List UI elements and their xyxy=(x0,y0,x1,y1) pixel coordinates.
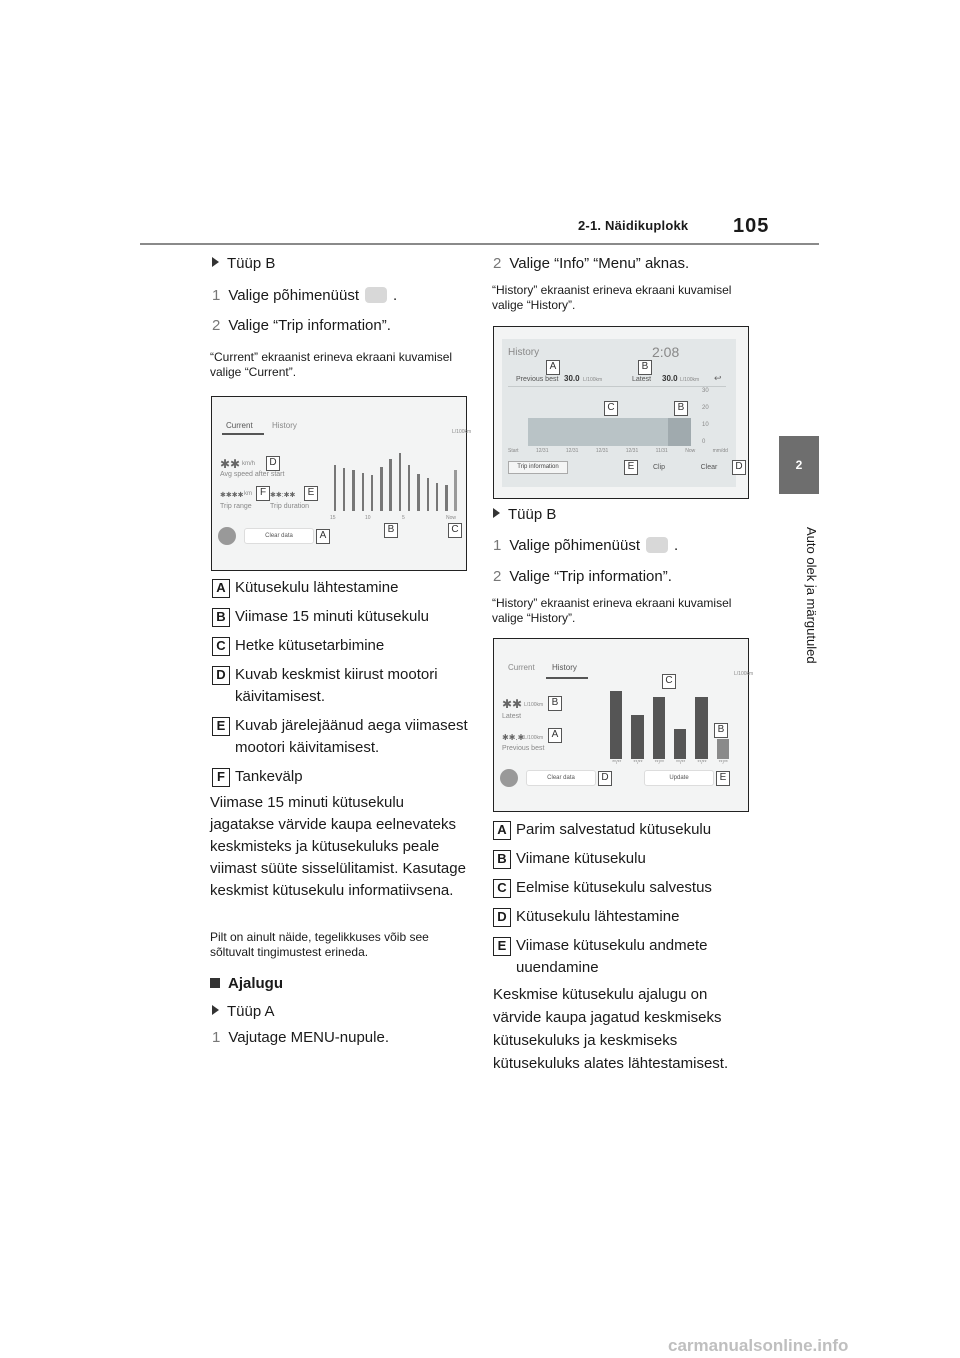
legend-item-e: E Viimase kütusekulu andmete uuendamine xyxy=(493,935,758,979)
fuel-bar xyxy=(362,473,365,511)
previous-best-caption: Previous best xyxy=(502,745,545,752)
callout-b-bar: B xyxy=(674,401,688,416)
date-tick: **/** xyxy=(697,760,707,766)
previous-best-unit: L/100km xyxy=(524,735,544,741)
history-title: History xyxy=(508,347,540,358)
fuel-bar xyxy=(334,465,337,511)
avg-speed-caption: Avg speed after start xyxy=(220,471,285,478)
microphone-icon[interactable] xyxy=(218,527,236,545)
callout-e: E xyxy=(716,771,730,786)
fuel-bar xyxy=(436,483,439,511)
tab-current: Current xyxy=(226,421,253,430)
previous-best-value: ✱✱.✱ xyxy=(502,733,525,742)
date-tick: **/** xyxy=(676,760,686,766)
history-explanation-paragraph: Keskmise kütusekulu ajalugu on värvide kaupa jagatud keskmiseks kütusekuluks ja keskmiseks kütusekuluks alates lähtestamisest. xyxy=(493,986,729,1072)
x-tick: Start xyxy=(508,448,519,454)
callout-d: D xyxy=(266,456,280,471)
tab-current: Current xyxy=(508,663,535,672)
fuel-bar xyxy=(380,467,383,511)
callout-b: B xyxy=(548,696,562,711)
date-tick: **/** xyxy=(654,760,664,766)
note-current: “Current” ekraanist erineva ekraani kuvamisel valige “Current”. xyxy=(210,350,453,379)
x-tick: mm/dd xyxy=(712,448,728,454)
fuel-bar xyxy=(408,465,411,511)
date-ticks xyxy=(606,760,734,768)
unit-label: L/100km xyxy=(452,429,472,435)
trip-duration-caption: Trip duration xyxy=(270,503,310,510)
fuel-bar xyxy=(399,453,402,511)
tab-history: History xyxy=(552,663,577,672)
chapter-tab: 2 xyxy=(779,436,819,494)
legend-item-d: D Kütusekulu lähtestamine xyxy=(493,906,758,928)
clip-button[interactable]: Clip xyxy=(652,464,666,471)
trip-info-current-screen xyxy=(211,396,472,571)
triangle-bullet-icon xyxy=(493,508,500,518)
y-tick-10: 10 xyxy=(702,422,709,428)
fuel-bar xyxy=(389,459,392,511)
section-title: 2-1. Näidikuplokk xyxy=(578,218,689,233)
legend-item-b: B Viimane kütusekulu xyxy=(493,848,758,870)
update-button[interactable]: Update xyxy=(644,770,714,786)
latest-label: Latest xyxy=(632,376,652,383)
callout-b-bar: B xyxy=(714,723,728,738)
microphone-icon[interactable] xyxy=(500,769,518,787)
trip-range-caption: Trip range xyxy=(220,503,252,510)
tick-10: 10 xyxy=(365,515,371,521)
date-tick: **/** xyxy=(612,760,622,766)
fuel-bar xyxy=(417,474,420,511)
right-step-1: 1 Valige põhimenüüst . xyxy=(493,537,679,554)
step-a1: 1 Vajutage MENU-nupule. xyxy=(212,1029,389,1046)
avg-speed-unit: km/h xyxy=(242,461,256,467)
x-tick: 12/31 xyxy=(595,448,609,454)
chapter-label: Auto olek ja märgutuled xyxy=(804,526,819,664)
callout-a: A xyxy=(548,728,562,743)
triangle-bullet-icon xyxy=(212,257,219,267)
history-screen-type-b xyxy=(493,638,754,812)
note-example: Pilt on ainult näide, tegelikkuses võib see sõltuvalt tingimustest erineda. xyxy=(210,930,429,959)
x-tick: Now xyxy=(685,448,696,454)
callout-a: A xyxy=(316,529,330,544)
type-b-heading: Tüüp B xyxy=(212,253,275,275)
legend-item-d: D Kuvab keskmist kiirust mootori käivitamisest. xyxy=(212,664,472,708)
legend-item-e: E Kuvab järelejäänud aega viimasest mootori käivitamisest. xyxy=(212,715,472,759)
history-bars-chart xyxy=(606,679,734,759)
latest-unit: L/100km xyxy=(524,702,544,708)
clock: 2:08 xyxy=(652,344,680,360)
tick-now: Now xyxy=(446,515,457,521)
trip-range-value: ✱✱✱✱ xyxy=(220,492,244,499)
callout-f: F xyxy=(256,486,270,501)
history-screen-type-a xyxy=(493,326,749,499)
callout-c: C xyxy=(604,401,618,416)
callout-e: E xyxy=(624,460,638,475)
fuel-explanation-paragraph: Viimase 15 minuti kütusekulu jagatakse värvide kaupa eelnevateks keskmisteks ja kütusekuluks peale viimast süüte sisselülitamist. Kasutage keskmist kütusekulu informatiivsena. xyxy=(210,794,466,899)
legend-item-c: C Hetke kütusetarbimine xyxy=(212,635,472,657)
date-tick: **/** xyxy=(633,760,643,766)
x-tick: 12/31 xyxy=(625,448,639,454)
callout-b: B xyxy=(638,360,652,375)
fuel-bar xyxy=(343,468,346,511)
legend-item-a: A Kütusekulu lähtestamine xyxy=(212,577,472,599)
right-type-b-heading: Tüüp B xyxy=(493,504,556,526)
callout-e: E xyxy=(304,486,318,501)
fuel-bar xyxy=(427,478,430,511)
tick-5: 5 xyxy=(402,515,405,521)
car-icon xyxy=(365,287,387,303)
tab-history: History xyxy=(272,421,297,430)
history-latest-bar xyxy=(668,418,691,446)
callout-c: C xyxy=(662,674,676,689)
step-2: 2 Valige “Trip information”. xyxy=(212,317,391,334)
avg-speed-value: ✱✱ xyxy=(220,457,241,471)
legend-item-b: B Viimase 15 minuti kütusekulu xyxy=(212,606,472,628)
fuel-bar xyxy=(454,470,457,511)
fuel-bar xyxy=(445,485,448,511)
history-bar xyxy=(631,715,643,759)
trip-information-button[interactable]: Trip information xyxy=(508,461,568,474)
callout-d: D xyxy=(732,460,746,475)
callout-a: A xyxy=(546,360,560,375)
latest-value: ✱✱ xyxy=(502,697,523,711)
x-tick: 12/31 xyxy=(535,448,549,454)
callout-d: D xyxy=(598,771,612,786)
type-a-heading: Tüüp A xyxy=(212,1001,275,1023)
unit-label: L/100km xyxy=(734,671,754,677)
y-tick-0: 0 xyxy=(702,439,706,445)
clear-data-button[interactable]: Clear data xyxy=(526,770,596,786)
latest-value: 30.0 xyxy=(662,374,678,383)
y-tick-20: 20 xyxy=(702,405,709,411)
y-tick-30: 30 xyxy=(702,388,709,394)
x-tick: 11/31 xyxy=(655,448,668,454)
square-bullet-icon xyxy=(210,978,220,988)
clear-button[interactable]: Clear xyxy=(700,464,718,471)
previous-best-value: 30.0 xyxy=(564,374,580,383)
tab-underline xyxy=(222,433,264,435)
note-history-1: “History” ekraanist erineva ekraani kuvamisel valige “History”. xyxy=(492,283,732,312)
note-history-2: “History” ekraanist erineva ekraani kuvamisel valige “History”. xyxy=(492,596,732,625)
fuel-bar xyxy=(371,475,374,511)
latest-unit: L/100km xyxy=(680,377,700,383)
history-bar xyxy=(653,697,665,759)
header-rule xyxy=(140,243,819,245)
x-axis-ticks xyxy=(508,448,728,457)
legend-item-c: C Eelmise kütusekulu salvestus xyxy=(493,877,758,899)
callout-b: B xyxy=(384,523,398,538)
tab-underline xyxy=(546,677,588,679)
history-bar xyxy=(717,739,729,759)
fuel-bars-chart xyxy=(330,437,460,511)
previous-best-unit: L/100km xyxy=(583,377,603,383)
x-tick: 12/31 xyxy=(565,448,579,454)
history-bar xyxy=(610,691,622,759)
trip-duration-value: ✱✱:✱✱ xyxy=(270,492,296,499)
latest-caption: Latest xyxy=(502,713,522,720)
callout-c: C xyxy=(448,523,462,538)
trip-range-unit: km xyxy=(244,491,252,497)
clear-data-button[interactable]: Clear data xyxy=(244,528,314,544)
back-icon[interactable]: ↩ xyxy=(714,373,722,383)
fuel-bar xyxy=(352,470,355,511)
history-bar xyxy=(695,697,707,759)
right-step-2: 2 Valige “Info” “Menu” aknas. xyxy=(493,255,690,272)
page-number: 105 xyxy=(733,215,770,237)
step-1: 1 Valige põhimenüüst . xyxy=(212,287,398,304)
car-icon xyxy=(646,537,668,553)
legend-item-a: A Parim salvestatud kütusekulu xyxy=(493,819,758,841)
history-bar xyxy=(674,729,686,759)
history-heading: Ajalugu xyxy=(210,973,283,995)
tick-15: 15 xyxy=(330,515,336,521)
previous-best-label: Previous best xyxy=(516,376,559,383)
history-range-bar xyxy=(528,418,670,446)
triangle-bullet-icon xyxy=(212,1005,219,1015)
watermark: carmanualsonline.info xyxy=(668,1336,849,1355)
date-tick: **/** xyxy=(718,760,728,766)
right-step-2b: 2 Valige “Trip information”. xyxy=(493,568,672,585)
legend-item-f: F Tankevälp xyxy=(212,766,472,788)
